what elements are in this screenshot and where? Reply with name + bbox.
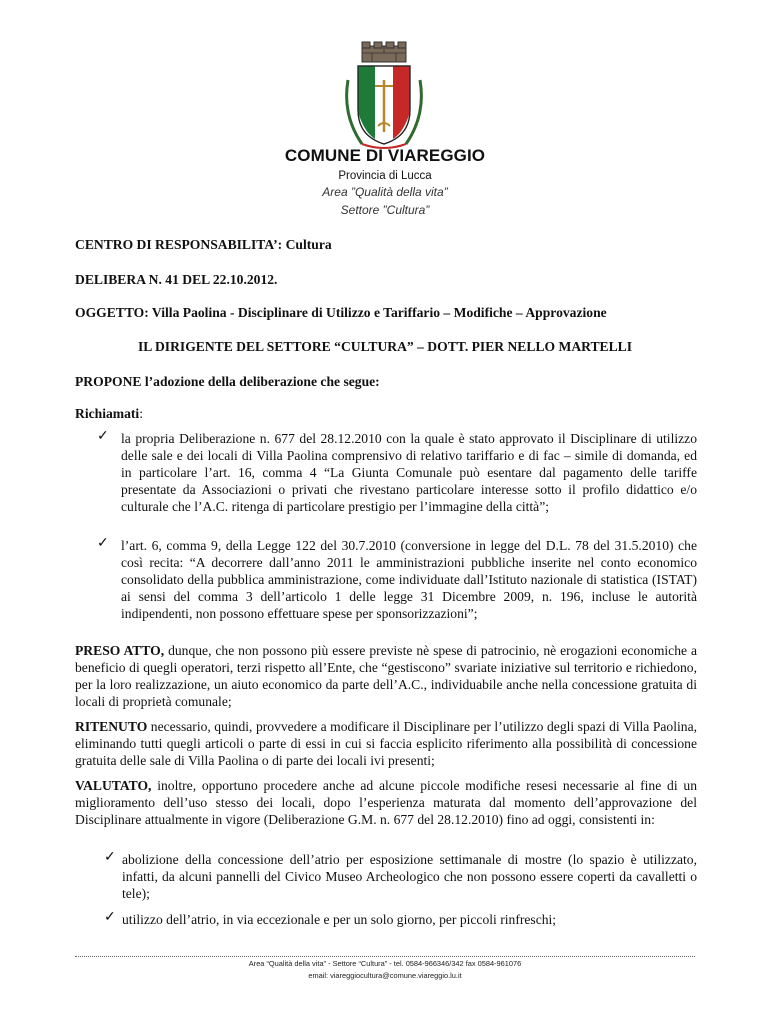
- ritenuto-lead: RITENUTO: [75, 719, 148, 734]
- richiamati-item: l’art. 6, comma 9, della Legge 122 del 30.7.2010 (conversione in legge del D.L. 78 del 31.5.2010) che così recita: “A decorrere dall’anno 2011 le amministrazioni pubbliche inserite nel conto economico consolidato della pubblica amministrazione, come individuate dall’Istituto nazionale di statistica (ISTAT) ai sensi del comma 3 dell’articolo 1 delle legge 31 Dicembre 2009, n. 196, incluse le autorità indipendenti, non possono effettuare spese per sponsorizzazioni”;: [121, 538, 697, 621]
- ritenuto-text: necessario, quindi, provvedere a modificare il Disciplinare per l’utilizzo degli spazi di Villa Paolina, eliminando tutti quegli articoli o parte di essi in cui si faccia esplicito riferimento alla possibilità di concessione gratuita delle sale di Villa Paolina o di parte dei locali ivi presenti;: [75, 719, 697, 768]
- footer-contact-line: Area “Qualità della vita” - Settore “Cultura” - tel. 0584-966346/342 fax 0584-961076: [248, 959, 522, 968]
- coat-of-arms-logo: [338, 40, 430, 156]
- valutato-item: utilizzo dell’atrio, in via eccezionale e per un solo giorno, per piccoli rinfreschi;: [122, 912, 557, 927]
- centro-label: CENTRO DI RESPONSABILITA’:: [75, 237, 283, 252]
- settore-label: Settore ”Cultura”: [340, 203, 430, 217]
- valutato-text: inoltre, opportuno procedere anche ad alcune piccole modifiche resesi necessarie al fine di un miglioramento dell’uso stesso dei locali, dopo l’esperienza maturata dal momento dell’approvazione del Disciplinare attualmente in vigore (Deliberazione G.M. n. 677 del 28.12.2010) fino ad oggi, consistenti in:: [75, 778, 697, 827]
- footer-divider: [75, 956, 695, 957]
- preso-atto-text: dunque, che non possono più essere previste nè spese di patrocinio, nè erogazioni economiche a beneficio di quegli operatori, terzi rispetto all’Ente, che “gestiscono” svariate iniziative sul territorio e richiedono, per la loro realizzazione, un aiuto economico da parte dell’A.C., individuabile anche nella concessione gratuita di locali di proprietà comunale;: [75, 643, 697, 709]
- checkmark-icon: ✓: [97, 536, 109, 551]
- dirigente-line: IL DIRIGENTE DEL SETTORE “CULTURA” – DOTT. PIER NELLO MARTELLI: [137, 339, 633, 354]
- richiamati-item: la propria Deliberazione n. 677 del 28.12.2010 con la quale è stato approvato il Disciplinare di utilizzo delle sale e dei locali di Villa Paolina comprensivo di relativo tariffario e di fac – simile di domanda, ed in particolare l’art. 16, comma 4 “La Giunta Comunale può esentare dal pagamento delle tariffe presentate da Associazioni o privati che rivestano particolare interesse sotto il profilo didattico e/o culturale che l’A.C. ritenga di particolare prestigio per l’immagine della città”;: [121, 431, 697, 514]
- checkmark-icon: ✓: [97, 429, 109, 444]
- mural-crown-icon: [362, 42, 406, 62]
- delibera-number: DELIBERA N. 41 DEL 22.10.2012.: [75, 272, 278, 287]
- richiamati-heading: [75, 405, 695, 422]
- checkmark-icon: ✓: [104, 850, 116, 865]
- richiamati-colon: :: [139, 406, 143, 421]
- shield-icon: [358, 66, 410, 144]
- area-label: Area ”Qualità della vita”: [322, 185, 448, 199]
- valutato-lead: VALUTATO,: [75, 778, 152, 793]
- centro-value: Cultura: [282, 237, 332, 252]
- municipality-title: COMUNE DI VIAREGGIO: [284, 146, 486, 165]
- centro-responsabilita: [75, 236, 695, 253]
- province-label: Provincia di Lucca: [338, 170, 432, 182]
- ritenuto-paragraph: [75, 718, 697, 769]
- richiamati-label: Richiamati: [75, 406, 140, 421]
- valutato-paragraph: [75, 777, 697, 828]
- preso-atto-lead: PRESO ATTO,: [75, 643, 165, 658]
- propone-line: PROPONE l’adozione della deliberazione che segue:: [75, 374, 380, 389]
- preso-atto-paragraph: [75, 642, 697, 710]
- footer-email-line: email: viareggiocultura@comune.viareggio.lu.it: [308, 971, 462, 980]
- checkmark-icon: ✓: [104, 910, 116, 925]
- valutato-item: abolizione della concessione dell’atrio per esposizione settimanale di mostre (lo spazio è utilizzato, infatti, da alcuni pannelli del Civico Museo Archeologico che non possono essere coperti da cavalletti o tele);: [122, 852, 697, 901]
- oggetto-line: OGGETTO: Villa Paolina - Disciplinare di Utilizzo e Tariffario – Modifiche – Approvazione: [75, 305, 607, 320]
